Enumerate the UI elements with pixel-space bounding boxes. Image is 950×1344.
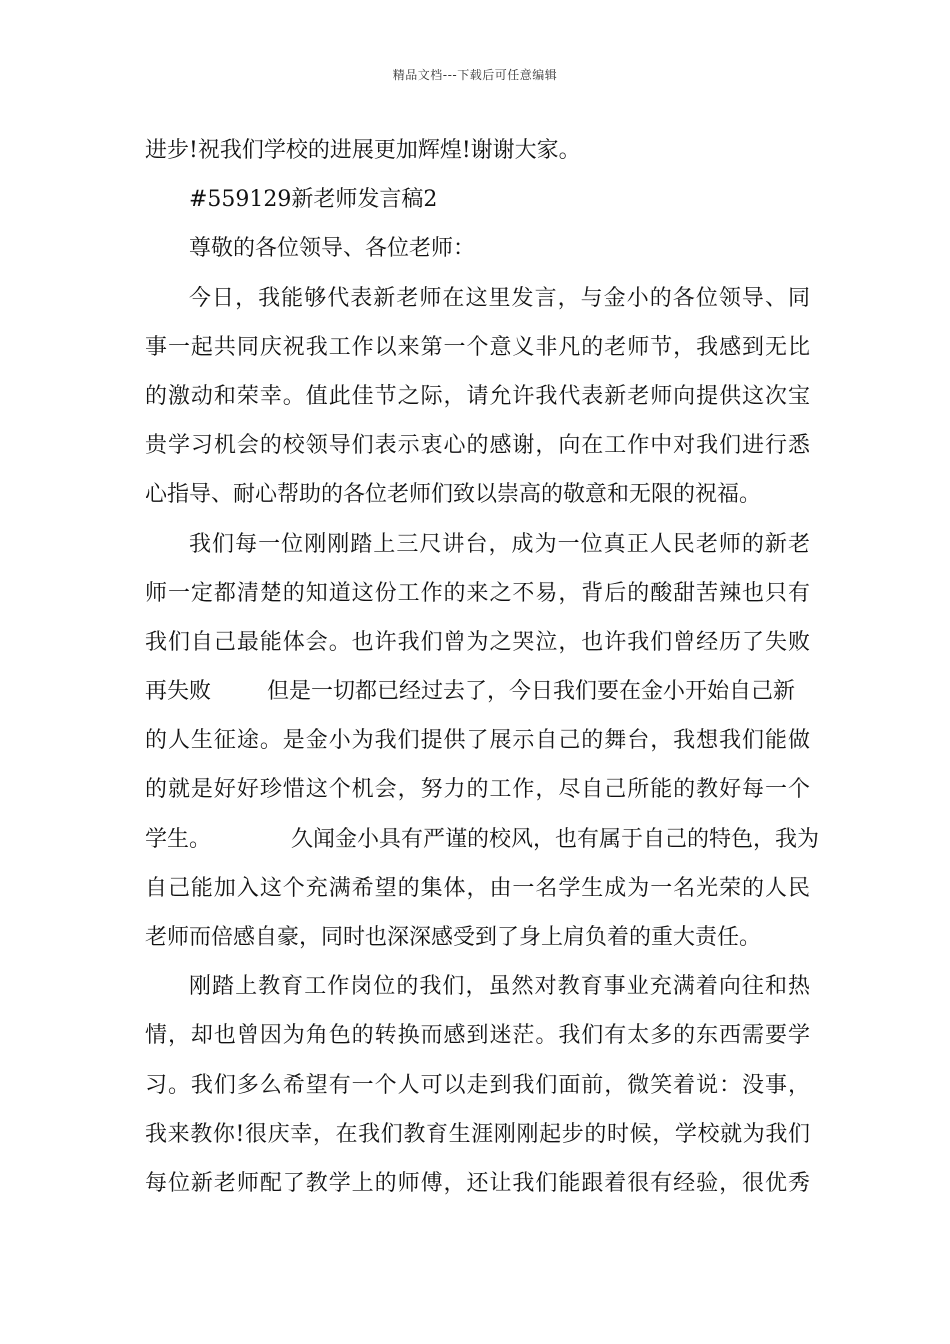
- paragraph-line: [145, 815, 820, 864]
- page-header-watermark: 精品文档---下载后可任意编辑: [392, 68, 558, 82]
- paragraph-line: 的人生征途。是金小为我们提供了展示自己的舞台，我想我们能做: [145, 728, 810, 754]
- line-segment: 学生。: [145, 826, 212, 852]
- paragraph-line: 心指导、耐心帮助的各位老师们致以崇高的敬意和无限的祝福。: [145, 482, 762, 508]
- paragraph-line: 自己能加入这个充满希望的集体，由一名学生成为一名光荣的人民: [145, 875, 810, 901]
- document-body: [145, 126, 820, 1208]
- paragraph-line: 我们自己最能体会。也许我们曾为之哭泣，也许我们曾经历了失败: [145, 629, 810, 655]
- paragraph-line: 每位新老师配了教学上的师傅，还让我们能跟着很有经验，很优秀: [145, 1170, 810, 1196]
- line-segment: 久闻金小具有严谨的校风，也有属于自己的特色，我为: [291, 826, 820, 852]
- paragraph-line: 的激动和荣幸。值此佳节之际，请允许我代表新老师向提供这次宝: [145, 383, 810, 409]
- paragraph-line: [145, 667, 810, 716]
- paragraph-line: 今日，我能够代表新老师在这里发言，与金小的各位领导、同: [189, 285, 810, 311]
- paragraph-line: 事一起共同庆祝我工作以来第一个意义非凡的老师节，我感到无比: [145, 334, 810, 360]
- paragraph-line: 的就是好好珍惜这个机会，努力的工作，尽自己所能的教好每一个: [145, 777, 810, 803]
- paragraph-line: 情，却也曾因为角色的转换而感到迷茫。我们有太多的东西需要学: [145, 1023, 810, 1049]
- paragraph-line: 习。我们多么希望有一个人可以走到我们面前，微笑着说：没事，: [145, 1072, 810, 1098]
- line-segment: 再失败: [145, 679, 212, 705]
- line-segment: 但是一切都已经过去了，今日我们要在金小开始自己新: [267, 679, 796, 705]
- paragraph-line: 进步!祝我们学校的进展更加辉煌!谢谢大家。: [145, 138, 581, 163]
- section-heading: #559129新老师发言稿2: [189, 187, 438, 213]
- paragraph-line: 我们每一位刚刚踏上三尺讲台，成为一位真正人民老师的新老: [189, 531, 810, 557]
- paragraph-line: 老师而倍感自豪，同时也深深感受到了身上肩负着的重大责任。: [145, 925, 762, 950]
- paragraph-line: 贵学习机会的校领导们表示衷心的感谢，向在工作中对我们进行悉: [145, 433, 810, 459]
- paragraph-line: 刚踏上教育工作岗位的我们，虽然对教育事业充满着向往和热: [189, 974, 810, 1000]
- paragraph-line: 我来教你!很庆幸，在我们教育生涯刚刚起步的时候，学校就为我们: [145, 1121, 810, 1147]
- paragraph-line: 师一定都清楚的知道这份工作的来之不易，背后的酸甜苦辣也只有: [145, 580, 810, 606]
- salutation: 尊敬的各位领导、各位老师：: [189, 236, 476, 262]
